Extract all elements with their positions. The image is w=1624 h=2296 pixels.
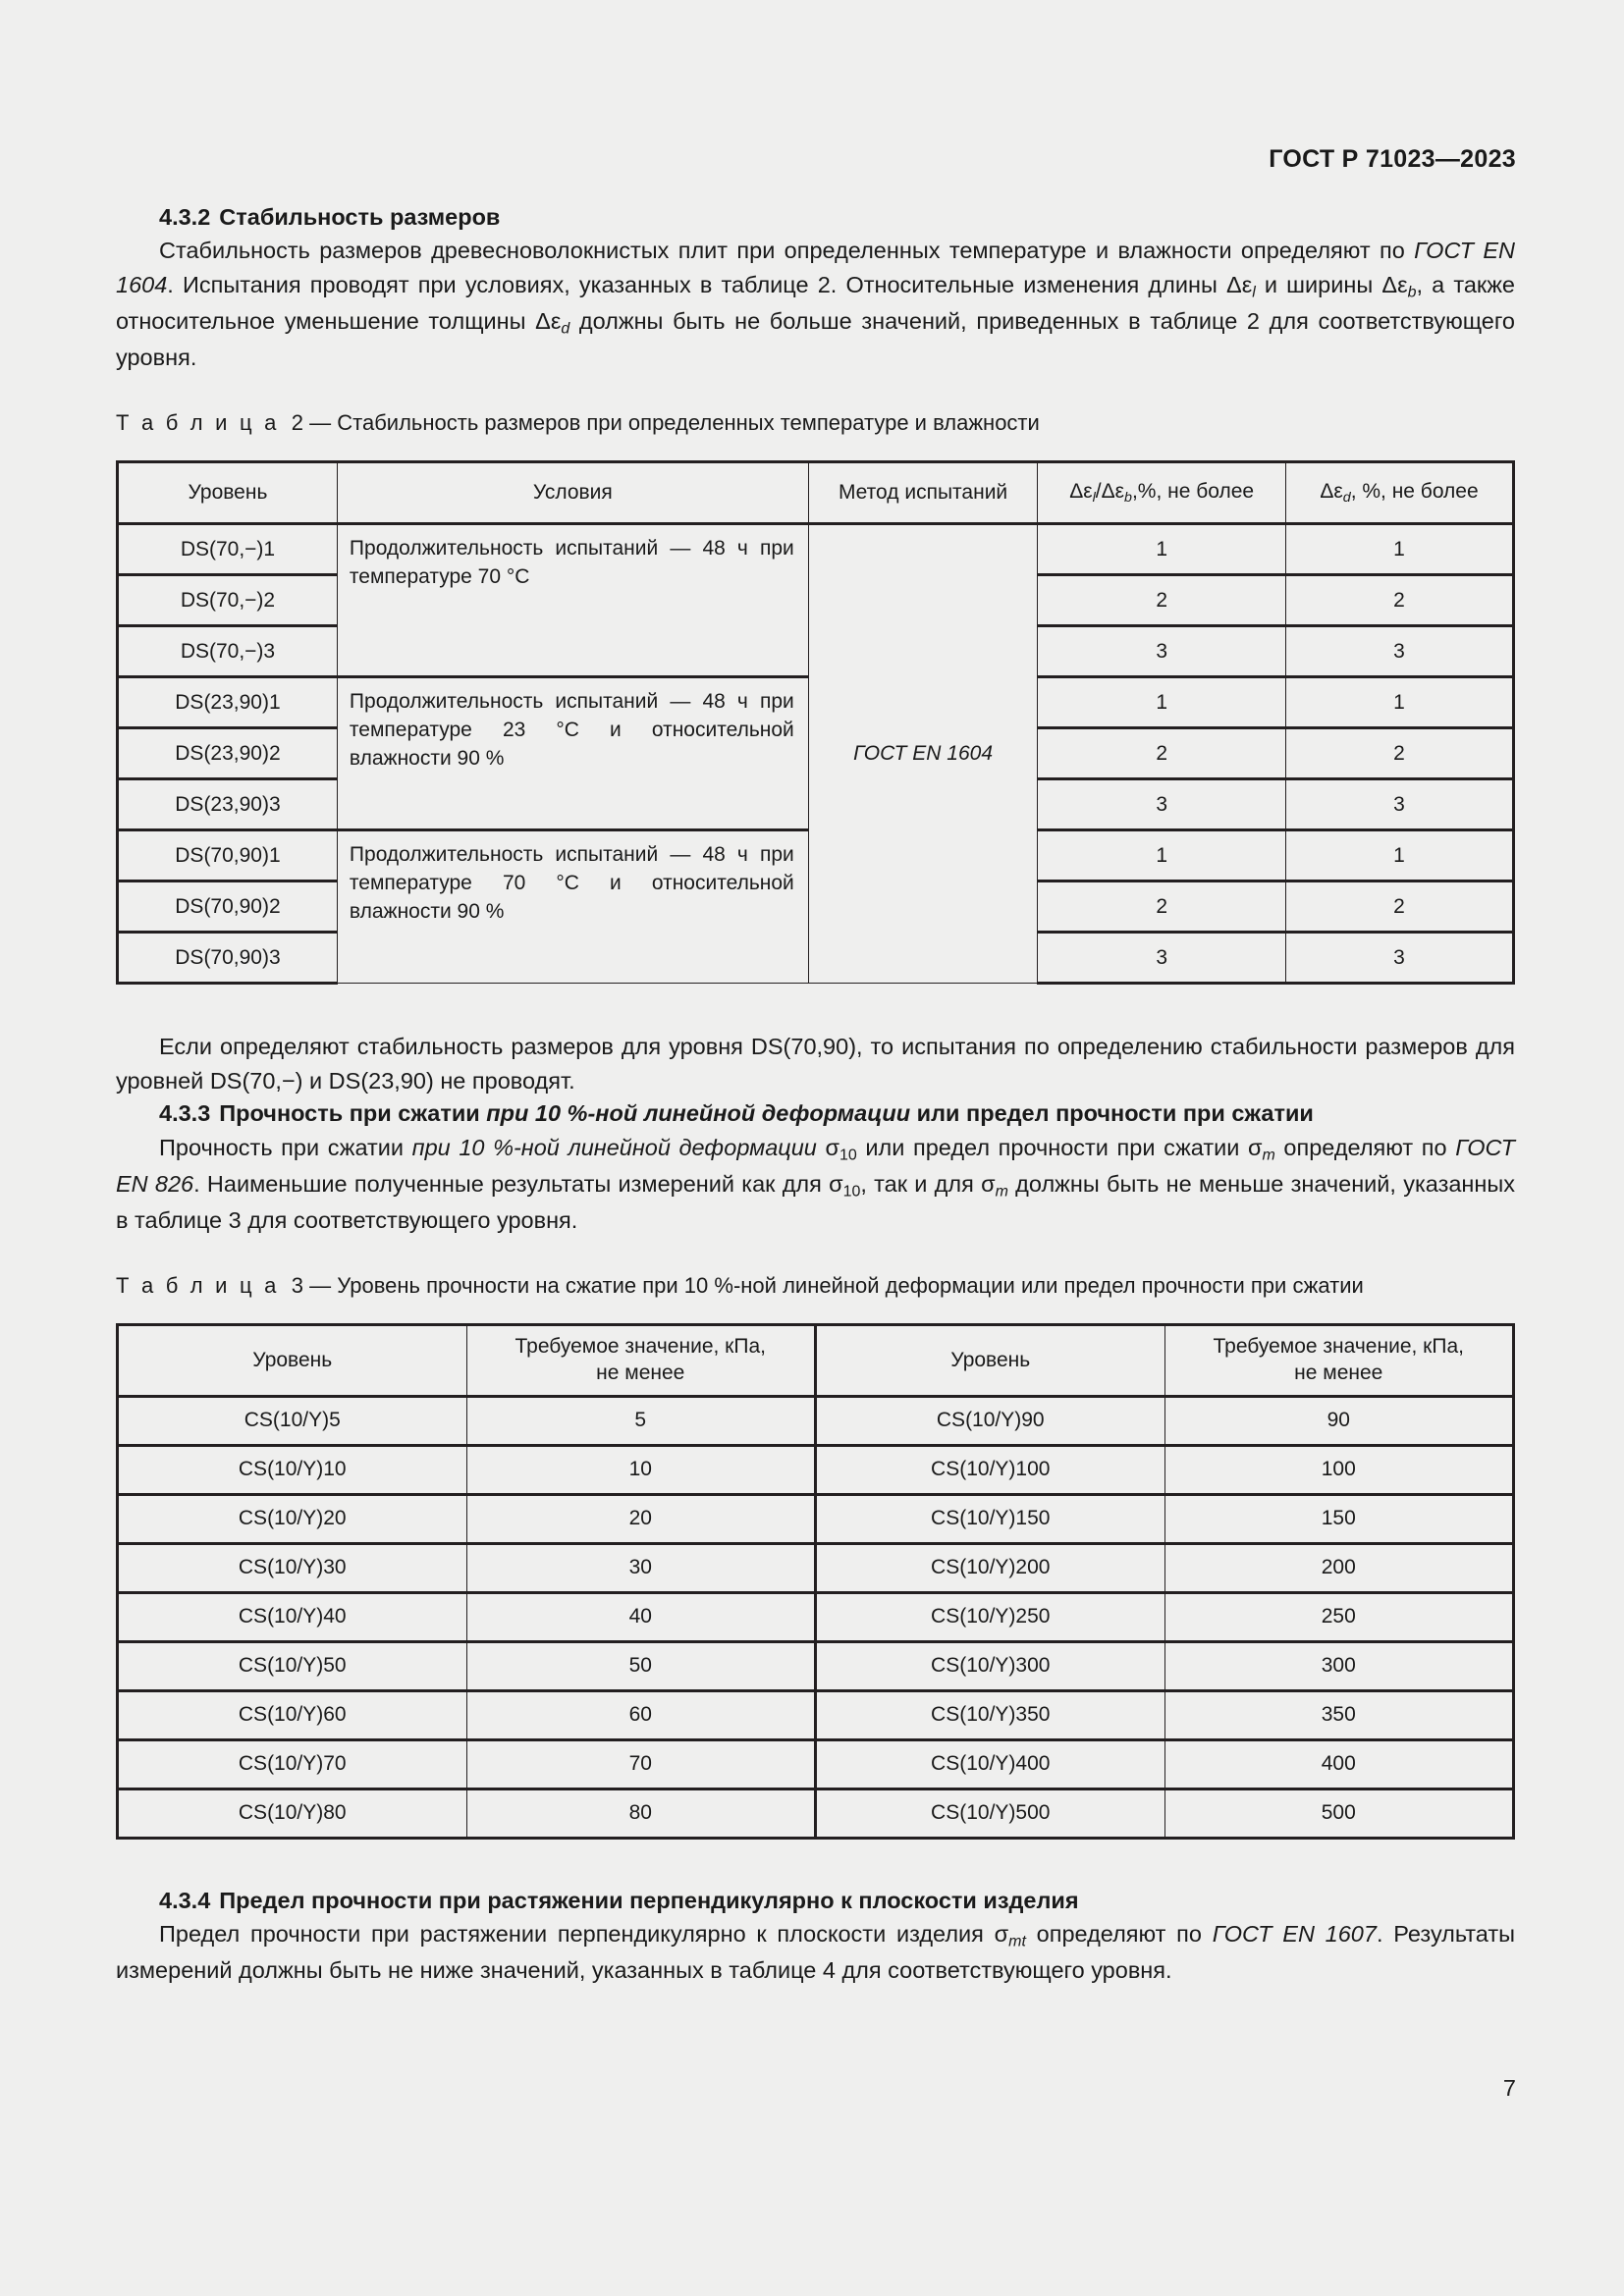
table-2-cell-level: DS(23,90)3 bbox=[118, 779, 338, 830]
table-3-caption-dash: — bbox=[309, 1273, 332, 1299]
table-2-cell-delta-d: 1 bbox=[1286, 524, 1514, 575]
table-3-cell-level-left: CS(10/Y)20 bbox=[118, 1494, 467, 1543]
th-delta-d-sub: d bbox=[1342, 490, 1351, 507]
table-3-header-row bbox=[118, 1324, 1514, 1396]
table-3-cell-value-right: 100 bbox=[1164, 1445, 1514, 1494]
table-3-cell-value-right: 500 bbox=[1164, 1789, 1514, 1838]
table-2-cell-delta-lb: 3 bbox=[1038, 626, 1286, 677]
heading-4-3-3-title-italic: при 10 %-ной линейной деформации bbox=[486, 1100, 911, 1127]
page-content bbox=[116, 0, 1515, 1988]
table-3-cell-value-left: 5 bbox=[466, 1396, 816, 1445]
table-2-cell-delta-lb: 2 bbox=[1038, 575, 1286, 626]
table-2-cell-delta-lb: 2 bbox=[1038, 728, 1286, 779]
table-3-cell-level-left: CS(10/Y)30 bbox=[118, 1543, 467, 1592]
table-2-cell-level: DS(23,90)1 bbox=[118, 677, 338, 728]
table-3-cell-level-right: CS(10/Y)250 bbox=[816, 1592, 1165, 1641]
p433-part6: , так и для σ bbox=[860, 1170, 996, 1197]
table-3-cell-value-right: 250 bbox=[1164, 1592, 1514, 1641]
table-3-th-value-left-line1: Требуемое значение, кПа, bbox=[514, 1335, 766, 1359]
p433-italic-1: при 10 %-ной линейной деформации bbox=[411, 1134, 817, 1160]
table-2-caption-text: Стабильность размеров при определенных температуре и влажности bbox=[337, 410, 1040, 436]
table-3-caption-number: 3 bbox=[291, 1273, 303, 1299]
table-row bbox=[118, 1592, 1514, 1641]
p433-part5: . Наименьшие полученные результаты измерений как для σ bbox=[193, 1170, 843, 1197]
table-3-th-value-left-line2: не менее bbox=[596, 1361, 685, 1384]
table-3-cell-value-right: 90 bbox=[1164, 1396, 1514, 1445]
p432-sub-l: l bbox=[1252, 284, 1256, 301]
table-3-th-value-right-line1: Требуемое значение, кПа, bbox=[1213, 1335, 1464, 1359]
p432-ref-gost-en-1604: ГОСТ EN 1604 bbox=[116, 238, 1515, 297]
table-2-cell-delta-d: 3 bbox=[1286, 933, 1514, 984]
table-2-cell-level: DS(70,−)1 bbox=[118, 524, 338, 575]
heading-4-3-4-number: 4.3.4 bbox=[159, 1887, 211, 1913]
p434-ref-gost-en-1607: ГОСТ EN 1607 bbox=[1212, 1921, 1377, 1948]
table-3-cell-level-right: CS(10/Y)150 bbox=[816, 1494, 1165, 1543]
table-3-th-value-left bbox=[466, 1324, 816, 1396]
table-2-cell-delta-lb: 1 bbox=[1038, 830, 1286, 881]
table-3-caption-label: Т а б л и ц а bbox=[116, 1273, 280, 1299]
table-2-th-delta-lb bbox=[1038, 462, 1286, 524]
table-3-cell-level-right: CS(10/Y)400 bbox=[816, 1739, 1165, 1789]
p432-part4: , а также относительное уменьшение толщины Δε bbox=[116, 271, 1515, 334]
table-2-th-delta-d bbox=[1286, 462, 1514, 524]
table-row bbox=[118, 524, 1514, 575]
p432-part1: Стабильность размеров древесноволокнистых плит при определенных температуре и влажности определяют по bbox=[159, 238, 1415, 264]
table-2-header-row bbox=[118, 462, 1514, 524]
th-delta-lb-mid: /Δε bbox=[1095, 480, 1125, 504]
p433-part1: Прочность при сжатии bbox=[159, 1134, 412, 1160]
document-header-standard-id: ГОСТ Р 71023—2023 bbox=[1269, 145, 1516, 173]
table-2-th-conditions: Условия bbox=[337, 462, 808, 524]
p432-part2: . Испытания проводят при условиях, указанных в таблице 2. Относительные изменения длины Δε bbox=[167, 271, 1253, 297]
paragraph-4-3-2 bbox=[116, 234, 1515, 374]
table-3-cell-value-right: 150 bbox=[1164, 1494, 1514, 1543]
table-3-caption bbox=[116, 1270, 1515, 1302]
p434-sub-mt: mt bbox=[1008, 1933, 1026, 1950]
p432-part5: должны быть не больше значений, приведенных в таблице 2 для соответствующего уровня. bbox=[116, 307, 1515, 370]
table-3-cell-value-right: 300 bbox=[1164, 1641, 1514, 1690]
table-2-dimensional-stability bbox=[116, 460, 1515, 985]
table-2-cell-delta-d: 2 bbox=[1286, 881, 1514, 933]
table-2-caption-dash: — bbox=[309, 410, 332, 436]
table-2-cell-delta-lb: 3 bbox=[1038, 779, 1286, 830]
table-2-cell-delta-lb: 1 bbox=[1038, 524, 1286, 575]
heading-4-3-3-title-part1: Прочность при сжатии bbox=[219, 1100, 487, 1127]
table-3-cell-value-left: 80 bbox=[466, 1789, 816, 1838]
table-2-cell-delta-d: 2 bbox=[1286, 728, 1514, 779]
p432-sub-b: b bbox=[1407, 284, 1417, 301]
table-row bbox=[118, 1396, 1514, 1445]
table-3-th-value-right-line2: не менее bbox=[1294, 1361, 1383, 1384]
table-2-cell-delta-lb: 1 bbox=[1038, 677, 1286, 728]
table-row bbox=[118, 1641, 1514, 1690]
heading-4-3-2 bbox=[116, 201, 1515, 234]
table-3-cell-value-right: 200 bbox=[1164, 1543, 1514, 1592]
table-2-cell-delta-d: 3 bbox=[1286, 779, 1514, 830]
th-delta-d-pre: Δε bbox=[1320, 480, 1343, 504]
table-3-cell-level-left: CS(10/Y)40 bbox=[118, 1592, 467, 1641]
table-3-cell-level-right: CS(10/Y)100 bbox=[816, 1445, 1165, 1494]
table-3-th-level-left: Уровень bbox=[118, 1324, 467, 1396]
table-2-cell-delta-lb: 3 bbox=[1038, 933, 1286, 984]
p433-sub-m-a: m bbox=[1262, 1147, 1275, 1164]
table-3-cell-level-left: CS(10/Y)5 bbox=[118, 1396, 467, 1445]
p433-ref-gost-en-826: ГОСТ EN 826 bbox=[116, 1134, 1516, 1197]
p432-part3: и ширины Δε bbox=[1255, 271, 1408, 297]
table-2-cell-level: DS(70,90)1 bbox=[118, 830, 338, 881]
table-3-cell-value-right: 400 bbox=[1164, 1739, 1514, 1789]
table-3-cell-level-left: CS(10/Y)10 bbox=[118, 1445, 467, 1494]
table-3-cell-value-left: 50 bbox=[466, 1641, 816, 1690]
table-3-compressive-strength-levels bbox=[116, 1323, 1515, 1840]
table-2-cell-conditions: Продолжительность испытаний — 48 ч при температуре 70 °C и относительной влажности 90 % bbox=[337, 830, 808, 984]
table-2-cell-delta-d: 2 bbox=[1286, 575, 1514, 626]
heading-4-3-4 bbox=[116, 1885, 1515, 1917]
table-2-cell-level: DS(70,−)2 bbox=[118, 575, 338, 626]
p433-part2: σ bbox=[816, 1134, 840, 1160]
table-2-cell-conditions: Продолжительность испытаний — 48 ч при температуре 23 °C и относительной влажности 90 % bbox=[337, 677, 808, 830]
table-row bbox=[118, 1739, 1514, 1789]
table-3-cell-value-left: 20 bbox=[466, 1494, 816, 1543]
table-2-th-method: Метод испытаний bbox=[808, 462, 1038, 524]
table-row bbox=[118, 1494, 1514, 1543]
th-delta-lb-sub1: l bbox=[1092, 490, 1096, 507]
table-3-cell-level-left: CS(10/Y)80 bbox=[118, 1789, 467, 1838]
table-3-cell-level-left: CS(10/Y)50 bbox=[118, 1641, 467, 1690]
table-row bbox=[118, 1789, 1514, 1838]
p434-part3: . Результаты измерений должны быть не ниже значений, указанных в таблице 4 для соответствующего уровня. bbox=[116, 1921, 1515, 1984]
table-3-cell-level-right: CS(10/Y)500 bbox=[816, 1789, 1165, 1838]
p433-part3: или предел прочности при сжатии σ bbox=[856, 1134, 1263, 1160]
table-row bbox=[118, 1690, 1514, 1739]
table-2-cell-delta-d: 1 bbox=[1286, 830, 1514, 881]
p433-part7: должны быть не меньше значений, указанных в таблице 3 для соответствующего уровня. bbox=[116, 1170, 1516, 1233]
heading-4-3-3-title-part2: или предел прочности при сжатии bbox=[910, 1100, 1314, 1127]
table-3-cell-value-left: 60 bbox=[466, 1690, 816, 1739]
heading-4-3-4-title: Предел прочности при растяжении перпендикулярно к плоскости изделия bbox=[219, 1887, 1079, 1913]
heading-4-3-3-number: 4.3.3 bbox=[159, 1100, 211, 1127]
table-row bbox=[118, 1445, 1514, 1494]
table-3-cell-level-right: CS(10/Y)350 bbox=[816, 1690, 1165, 1739]
table-2-cell-level: DS(70,90)2 bbox=[118, 881, 338, 933]
table-3-cell-value-left: 10 bbox=[466, 1445, 816, 1494]
table-2-cell-delta-lb: 2 bbox=[1038, 881, 1286, 933]
th-delta-d-post: , %, не более bbox=[1350, 480, 1479, 504]
table-3-th-value-right bbox=[1164, 1324, 1514, 1396]
table-3-cell-level-right: CS(10/Y)200 bbox=[816, 1543, 1165, 1592]
p434-part2: определяют по bbox=[1025, 1921, 1213, 1948]
table-2-cell-level: DS(70,−)3 bbox=[118, 626, 338, 677]
p433-part4: определяют по bbox=[1274, 1134, 1456, 1160]
paragraph-4-3-3 bbox=[116, 1131, 1515, 1237]
table-3-cell-value-right: 350 bbox=[1164, 1690, 1514, 1739]
table-3-cell-level-left: CS(10/Y)60 bbox=[118, 1690, 467, 1739]
p433-sub-10a: 10 bbox=[839, 1147, 857, 1164]
table-2-th-level: Уровень bbox=[118, 462, 338, 524]
table-2-cell-conditions: Продолжительность испытаний — 48 ч при температуре 70 °C bbox=[337, 524, 808, 677]
table-2-cell-level: DS(23,90)2 bbox=[118, 728, 338, 779]
table-3-cell-level-right: CS(10/Y)90 bbox=[816, 1396, 1165, 1445]
th-delta-lb-post: ,%, не более bbox=[1131, 480, 1255, 504]
table-3-cell-value-left: 40 bbox=[466, 1592, 816, 1641]
table-2-cell-delta-d: 1 bbox=[1286, 677, 1514, 728]
table-2-cell-level: DS(70,90)3 bbox=[118, 933, 338, 984]
table-3-cell-value-left: 70 bbox=[466, 1739, 816, 1789]
th-delta-lb-pre: Δε bbox=[1069, 480, 1093, 504]
table-2-caption-number: 2 bbox=[291, 410, 303, 436]
table-2-caption-label: Т а б л и ц а bbox=[116, 410, 280, 436]
table-2-caption bbox=[116, 407, 1515, 439]
p434-part1: Предел прочности при растяжении перпендикулярно к плоскости изделия σ bbox=[159, 1921, 1009, 1948]
paragraph-note-after-table-2: Если определяют стабильность размеров для уровня DS(70,90), то испытания по определению стабильности размеров для уровней DS(70,−) и DS(23,90) не проводят. bbox=[116, 1034, 1515, 1094]
page-number: 7 bbox=[1502, 2075, 1516, 2101]
p432-sub-d: d bbox=[561, 320, 570, 338]
table-2-cell-method: ГОСТ EN 1604 bbox=[808, 524, 1038, 984]
table-3-cell-level-left: CS(10/Y)70 bbox=[118, 1739, 467, 1789]
table-row bbox=[118, 1543, 1514, 1592]
p433-sub-10b: 10 bbox=[842, 1183, 861, 1201]
heading-4-3-3 bbox=[116, 1097, 1515, 1130]
table-3-caption-text: Уровень прочности на сжатие при 10 %-ной линейной деформации или предел прочности при сжатии bbox=[337, 1273, 1364, 1299]
paragraph-4-3-4 bbox=[116, 1917, 1515, 1987]
heading-4-3-2-title: Стабильность размеров bbox=[219, 204, 501, 230]
table-3-cell-level-right: CS(10/Y)300 bbox=[816, 1641, 1165, 1690]
table-2-cell-delta-d: 3 bbox=[1286, 626, 1514, 677]
th-delta-lb-sub2: b bbox=[1124, 490, 1132, 507]
table-3-th-level-right: Уровень bbox=[816, 1324, 1165, 1396]
table-3-cell-value-left: 30 bbox=[466, 1543, 816, 1592]
heading-4-3-2-number: 4.3.2 bbox=[159, 204, 211, 230]
p433-sub-m-b: m bbox=[995, 1183, 1008, 1201]
